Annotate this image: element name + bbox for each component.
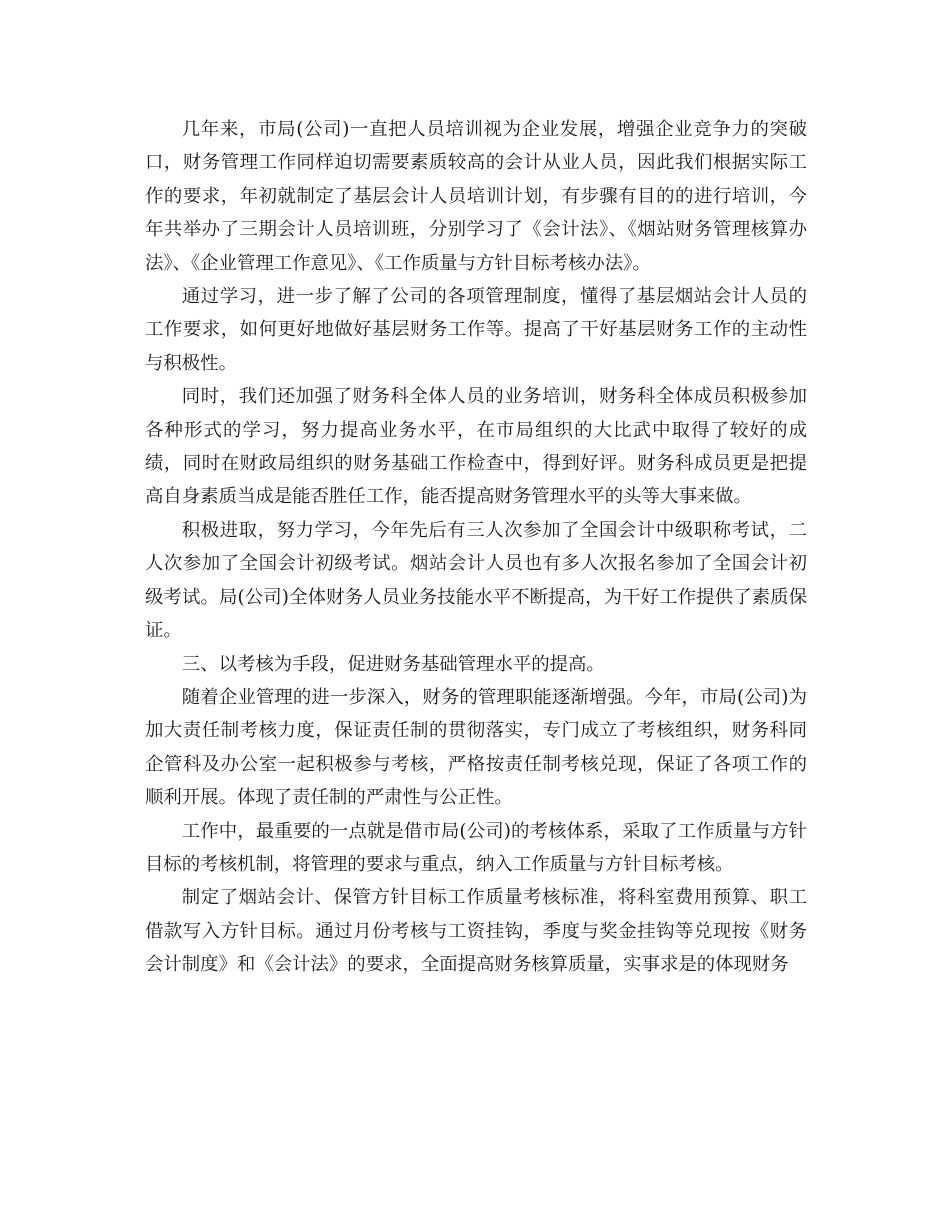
paragraph-1: 几年来，市局(公司)一直把人员培训视为企业发展，增强企业竞争力的突破口，财务管理工作同样迫切需要素质较高的会计从业人员，因此我们根据实际工作的要求，年初就制定了基层会计人员培训计划，有步骤有目的的进行培训，今年共举办了三期会计人员培训班，分别学习了《会计法》、《烟站财务管理核算办法》、《企业管理工作意见》、《工作质量与方针目标考核办法》。 (145, 119, 807, 274)
paragraph-7: 制定了烟站会计、保管方针目标工作质量考核标准，将科室费用预算、职工借款写入方针目标。通过月份考核与工资挂钩，季度与奖金挂钩等兑现按《财务会计制度》和《会计法》的要求，全面提高财务核算质量，实事求是的体现财务 (145, 887, 807, 976)
paragraph-3: 同时，我们还加强了财务科全体人员的业务培训，财务科全体成员积极参加各种形式的学习，努力提高业务水平，在市局组织的大比武中取得了较好的成绩，同时在财政局组织的财务基础工作检查中，得到好评。财务科成员更是把提高自身素质当成是能否胜任工作，能否提高财务管理水平的头等大事来做。 (145, 386, 807, 508)
document-body (145, 113, 807, 982)
paragraph-4: 积极进取，努力学习，今年先后有三人次参加了全国会计中级职称考试，二人次参加了全国会计初级考试。烟站会计人员也有多人次报名参加了全国会计初级考试。局(公司)全体财务人员业务技能水平不断提高，为干好工作提供了素质保证。 (145, 519, 807, 642)
paragraph-6: 工作中，最重要的一点就是借市局(公司)的考核体系，采取了工作质量与方针目标的考核机制，将管理的要求与重点，纳入工作质量与方针目标考核。 (145, 820, 807, 875)
section-heading: 三、以考核为手段，促进财务基础管理水平的提高。 (181, 653, 605, 675)
paragraph-5: 随着企业管理的进一步深入，财务的管理职能逐渐增强。今年，市局(公司)为加大责任制考核力度，保证责任制的贯彻落实，专门成立了考核组织，财务科同企管科及办公室一起积极参与考核，严格按责任制考核兑现，保证了各项工作的顺利开展。体现了责任制的严肃性与公正性。 (145, 686, 807, 809)
paragraph-2: 通过学习，进一步了解了公司的各项管理制度，懂得了基层烟站会计人员的工作要求，如何更好地做好基层财务工作等。提高了干好基层财务工作的主动性与积极性。 (145, 286, 807, 374)
